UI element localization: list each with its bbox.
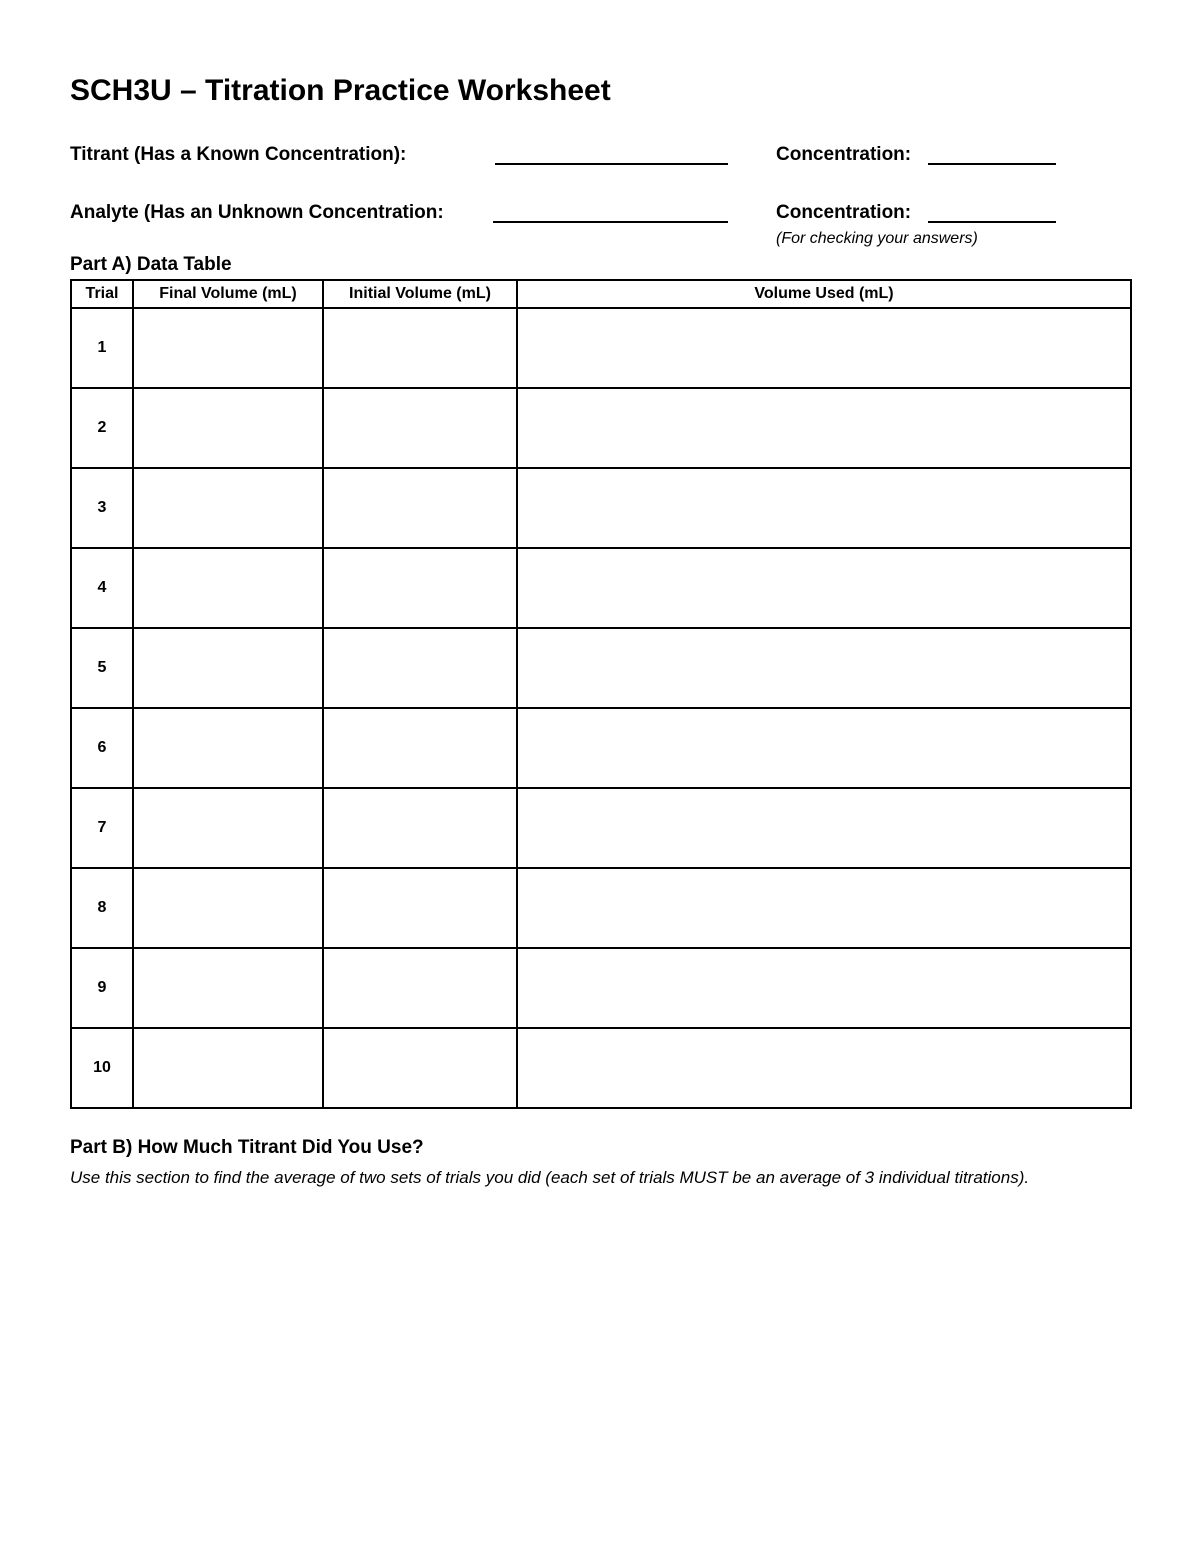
table-row [71,948,1131,1028]
table-row [71,468,1131,548]
analyte-concentration-label: Concentration: [776,202,912,223]
column-header-trial: Trial [71,280,133,308]
initial-volume-cell[interactable] [323,468,517,548]
initial-volume-cell[interactable] [323,948,517,1028]
trial-number: 3 [71,468,133,548]
part-b-heading: Part B) How Much Titrant Did You Use? [70,1137,424,1158]
volume-used-cell[interactable] [517,468,1131,548]
final-volume-cell[interactable] [133,788,323,868]
titrant-label: Titrant (Has a Known Concentration): [70,144,407,165]
trial-number: 8 [71,868,133,948]
final-volume-cell[interactable] [133,468,323,548]
final-volume-cell[interactable] [133,1028,323,1108]
column-header-volume-used: Volume Used (mL) [517,280,1131,308]
table-row [71,308,1131,388]
table-row [71,388,1131,468]
table-row [71,788,1131,868]
final-volume-cell[interactable] [133,948,323,1028]
final-volume-cell[interactable] [133,308,323,388]
volume-used-cell[interactable] [517,868,1131,948]
final-volume-cell[interactable] [133,628,323,708]
volume-used-cell[interactable] [517,388,1131,468]
part-b-instructions: Use this section to find the average of two sets of trials you did (each set of trials MUST be an average of 3 individual titrations). [70,1168,1030,1187]
initial-volume-cell[interactable] [323,868,517,948]
trial-number: 5 [71,628,133,708]
trial-number: 1 [71,308,133,388]
initial-volume-cell[interactable] [323,308,517,388]
trial-number: 7 [71,788,133,868]
analyte-note: (For checking your answers) [776,230,978,247]
analyte-name-blank[interactable] [493,221,728,223]
final-volume-cell[interactable] [133,548,323,628]
trial-number: 9 [71,948,133,1028]
data-table [70,279,1132,1109]
volume-used-cell[interactable] [517,628,1131,708]
titrant-concentration-blank[interactable] [928,163,1056,165]
trial-number: 2 [71,388,133,468]
volume-used-cell[interactable] [517,788,1131,868]
initial-volume-cell[interactable] [323,1028,517,1108]
initial-volume-cell[interactable] [323,388,517,468]
trial-number: 6 [71,708,133,788]
volume-used-cell[interactable] [517,948,1131,1028]
table-header-row [71,280,1131,308]
column-header-final-volume: Final Volume (mL) [133,280,323,308]
analyte-label: Analyte (Has an Unknown Concentration: [70,202,444,223]
table-row [71,868,1131,948]
column-header-initial-volume: Initial Volume (mL) [323,280,517,308]
initial-volume-cell[interactable] [323,708,517,788]
volume-used-cell[interactable] [517,548,1131,628]
initial-volume-cell[interactable] [323,628,517,708]
titrant-concentration-label: Concentration: [776,144,912,165]
titrant-name-blank[interactable] [495,163,728,165]
page-title: SCH3U – Titration Practice Worksheet [70,74,611,107]
initial-volume-cell[interactable] [323,788,517,868]
volume-used-cell[interactable] [517,708,1131,788]
trial-number: 4 [71,548,133,628]
table-row [71,548,1131,628]
final-volume-cell[interactable] [133,868,323,948]
table-row [71,708,1131,788]
analyte-concentration-blank[interactable] [928,221,1056,223]
part-a-heading: Part A) Data Table [70,254,232,275]
initial-volume-cell[interactable] [323,548,517,628]
trial-number: 10 [71,1028,133,1108]
table-row [71,1028,1131,1108]
final-volume-cell[interactable] [133,708,323,788]
final-volume-cell[interactable] [133,388,323,468]
table-row [71,628,1131,708]
volume-used-cell[interactable] [517,308,1131,388]
volume-used-cell[interactable] [517,1028,1131,1108]
